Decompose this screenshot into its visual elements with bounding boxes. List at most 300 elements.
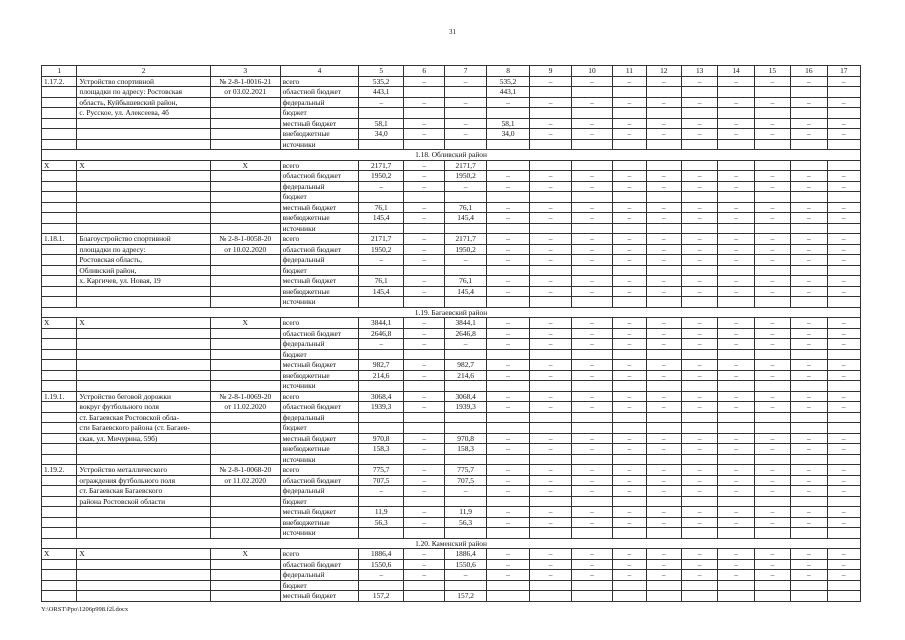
- amount-cell: [613, 223, 646, 234]
- funding-source: областной бюджет: [280, 328, 359, 339]
- amount-cell: [646, 528, 681, 539]
- amount-cell: [403, 528, 444, 539]
- amount-cell: [530, 496, 571, 507]
- amount-cell: [718, 591, 754, 602]
- amount-cell: [646, 87, 681, 98]
- amount-cell: –: [754, 76, 790, 87]
- funding-source: федеральный: [280, 97, 359, 108]
- amount-cell: –: [486, 97, 529, 108]
- document-reference: № 2-8-1-0068-20: [210, 465, 280, 476]
- table-row: [42, 265, 861, 276]
- item-description: ст. Багаевская Багаевского: [77, 486, 210, 497]
- amount-cell: [359, 381, 403, 392]
- table-row: [42, 318, 861, 329]
- amount-cell: –: [827, 433, 860, 444]
- table-row: [42, 286, 861, 297]
- budget-table: [41, 65, 861, 602]
- amount-cell: –: [791, 276, 827, 287]
- amount-cell: [530, 454, 571, 465]
- amount-cell: [359, 496, 403, 507]
- amount-cell: –: [613, 559, 646, 570]
- item-description: [77, 517, 210, 528]
- item-number: [42, 339, 77, 350]
- item-number: 1.19.1.: [42, 391, 77, 402]
- item-description: Благоустройство спортивной: [77, 234, 210, 245]
- amount-cell: –: [530, 234, 571, 245]
- amount-cell: 158,3: [445, 444, 486, 455]
- amount-cell: –: [827, 507, 860, 518]
- table-row: [42, 97, 861, 108]
- amount-cell: –: [754, 202, 790, 213]
- column-number: 10: [571, 66, 612, 77]
- funding-source: внебюджетные: [280, 213, 359, 224]
- amount-cell: –: [754, 339, 790, 350]
- amount-cell: –: [571, 433, 612, 444]
- amount-cell: 443,1: [359, 87, 403, 98]
- amount-cell: [359, 192, 403, 203]
- amount-cell: [445, 412, 486, 423]
- table-row: [42, 370, 861, 381]
- amount-cell: –: [827, 118, 860, 129]
- amount-cell: –: [754, 318, 790, 329]
- amount-cell: [718, 349, 754, 360]
- amount-cell: –: [681, 339, 717, 350]
- amount-cell: –: [646, 118, 681, 129]
- item-number: X: [42, 549, 77, 560]
- document-reference: [210, 213, 280, 224]
- amount-cell: –: [571, 517, 612, 528]
- amount-cell: –: [646, 234, 681, 245]
- column-number: 15: [754, 66, 790, 77]
- amount-cell: –: [646, 286, 681, 297]
- amount-cell: –: [486, 433, 529, 444]
- amount-cell: –: [530, 507, 571, 518]
- amount-cell: [754, 349, 790, 360]
- amount-cell: [445, 496, 486, 507]
- document-reference: [210, 339, 280, 350]
- amount-cell: [359, 139, 403, 150]
- amount-cell: –: [613, 370, 646, 381]
- amount-cell: [754, 223, 790, 234]
- amount-cell: [681, 580, 717, 591]
- amount-cell: –: [718, 549, 754, 560]
- section-title: 1.18. Обливский район: [42, 150, 861, 161]
- amount-cell: –: [791, 507, 827, 518]
- amount-cell: –: [403, 328, 444, 339]
- table-row: [42, 192, 861, 203]
- amount-cell: [613, 412, 646, 423]
- table-row: [42, 486, 861, 497]
- amount-cell: [646, 223, 681, 234]
- amount-cell: –: [403, 570, 444, 581]
- section-title: 1.19. Багаевский район: [42, 307, 861, 318]
- amount-cell: –: [718, 213, 754, 224]
- amount-cell: –: [613, 244, 646, 255]
- amount-cell: [359, 223, 403, 234]
- amount-cell: [403, 297, 444, 308]
- table-row: [42, 433, 861, 444]
- amount-cell: –: [613, 517, 646, 528]
- amount-cell: [571, 496, 612, 507]
- amount-cell: –: [403, 360, 444, 371]
- amount-cell: –: [403, 433, 444, 444]
- amount-cell: –: [681, 370, 717, 381]
- amount-cell: –: [613, 360, 646, 371]
- amount-cell: –: [486, 402, 529, 413]
- amount-cell: [403, 423, 444, 434]
- amount-cell: –: [571, 97, 612, 108]
- amount-cell: –: [530, 444, 571, 455]
- amount-cell: –: [681, 559, 717, 570]
- amount-cell: [613, 591, 646, 602]
- amount-cell: [646, 192, 681, 203]
- funding-source: местный бюджет: [280, 433, 359, 444]
- amount-cell: –: [827, 570, 860, 581]
- amount-cell: –: [827, 286, 860, 297]
- amount-cell: –: [754, 475, 790, 486]
- amount-cell: –: [827, 559, 860, 570]
- amount-cell: [827, 591, 860, 602]
- amount-cell: –: [646, 276, 681, 287]
- funding-source: областной бюджет: [280, 402, 359, 413]
- funding-source: источники: [280, 381, 359, 392]
- amount-cell: 158,3: [359, 444, 403, 455]
- amount-cell: –: [486, 475, 529, 486]
- document-reference: [210, 360, 280, 371]
- amount-cell: –: [718, 433, 754, 444]
- amount-cell: –: [486, 507, 529, 518]
- amount-cell: –: [681, 129, 717, 140]
- funding-source: федеральный: [280, 181, 359, 192]
- table-row: [42, 181, 861, 192]
- amount-cell: –: [646, 402, 681, 413]
- amount-cell: [827, 265, 860, 276]
- item-description: [77, 286, 210, 297]
- amount-cell: [530, 160, 571, 171]
- amount-cell: [827, 297, 860, 308]
- item-number: [42, 265, 77, 276]
- amount-cell: [754, 160, 790, 171]
- column-number: 16: [791, 66, 827, 77]
- amount-cell: 11,9: [445, 507, 486, 518]
- amount-cell: [681, 265, 717, 276]
- amount-cell: –: [486, 213, 529, 224]
- amount-cell: –: [613, 202, 646, 213]
- document-reference: X: [210, 318, 280, 329]
- amount-cell: –: [754, 276, 790, 287]
- section-row: [42, 538, 861, 549]
- amount-cell: –: [827, 486, 860, 497]
- funding-source: бюджет: [280, 496, 359, 507]
- item-description: [77, 580, 210, 591]
- section-row: [42, 150, 861, 161]
- document-reference: от 10.02.2020: [210, 244, 280, 255]
- amount-cell: –: [530, 486, 571, 497]
- item-description: [77, 297, 210, 308]
- funding-source: внебюджетные: [280, 370, 359, 381]
- item-number: [42, 171, 77, 182]
- amount-cell: 157,2: [445, 591, 486, 602]
- funding-source: федеральный: [280, 412, 359, 423]
- item-number: [42, 507, 77, 518]
- amount-cell: –: [827, 402, 860, 413]
- amount-cell: –: [646, 444, 681, 455]
- amount-cell: –: [613, 76, 646, 87]
- amount-cell: [791, 496, 827, 507]
- amount-cell: –: [530, 181, 571, 192]
- amount-cell: –: [530, 171, 571, 182]
- document-reference: [210, 181, 280, 192]
- amount-cell: 775,7: [359, 465, 403, 476]
- amount-cell: 3844,1: [445, 318, 486, 329]
- funding-source: местный бюджет: [280, 591, 359, 602]
- amount-cell: [754, 528, 790, 539]
- amount-cell: –: [827, 517, 860, 528]
- amount-cell: [718, 108, 754, 119]
- amount-cell: [530, 580, 571, 591]
- document-reference: [210, 433, 280, 444]
- amount-cell: [486, 591, 529, 602]
- amount-cell: [571, 87, 612, 98]
- amount-cell: 34,0: [486, 129, 529, 140]
- amount-cell: [613, 87, 646, 98]
- amount-cell: –: [403, 559, 444, 570]
- amount-cell: –: [718, 360, 754, 371]
- document-reference: [210, 412, 280, 423]
- amount-cell: [571, 108, 612, 119]
- document-reference: [210, 255, 280, 266]
- amount-cell: [445, 87, 486, 98]
- amount-cell: [445, 580, 486, 591]
- item-description: [77, 328, 210, 339]
- amount-cell: –: [681, 486, 717, 497]
- amount-cell: –: [754, 234, 790, 245]
- amount-cell: –: [613, 507, 646, 518]
- amount-cell: –: [681, 391, 717, 402]
- amount-cell: [445, 528, 486, 539]
- funding-source: федеральный: [280, 339, 359, 350]
- amount-cell: –: [486, 244, 529, 255]
- amount-cell: [681, 381, 717, 392]
- table-row: [42, 391, 861, 402]
- amount-cell: [791, 223, 827, 234]
- amount-cell: 1939,3: [445, 402, 486, 413]
- amount-cell: [445, 192, 486, 203]
- amount-cell: [646, 349, 681, 360]
- amount-cell: [530, 192, 571, 203]
- amount-cell: –: [613, 339, 646, 350]
- amount-cell: –: [646, 328, 681, 339]
- amount-cell: –: [681, 181, 717, 192]
- amount-cell: [718, 496, 754, 507]
- amount-cell: –: [646, 244, 681, 255]
- amount-cell: –: [718, 465, 754, 476]
- amount-cell: [827, 139, 860, 150]
- amount-cell: [646, 265, 681, 276]
- amount-cell: [571, 423, 612, 434]
- amount-cell: –: [571, 118, 612, 129]
- document-reference: [210, 286, 280, 297]
- amount-cell: –: [530, 559, 571, 570]
- document-reference: [210, 496, 280, 507]
- item-description: [77, 370, 210, 381]
- amount-cell: –: [718, 339, 754, 350]
- amount-cell: 1550,6: [445, 559, 486, 570]
- amount-cell: –: [530, 370, 571, 381]
- table-row: [42, 412, 861, 423]
- amount-cell: –: [791, 202, 827, 213]
- amount-cell: 535,2: [486, 76, 529, 87]
- amount-cell: –: [530, 328, 571, 339]
- amount-cell: –: [827, 339, 860, 350]
- amount-cell: [718, 297, 754, 308]
- amount-cell: –: [754, 391, 790, 402]
- item-number: [42, 580, 77, 591]
- amount-cell: –: [791, 328, 827, 339]
- funding-source: всего: [280, 234, 359, 245]
- amount-cell: –: [613, 213, 646, 224]
- amount-cell: –: [754, 118, 790, 129]
- funding-source: бюджет: [280, 580, 359, 591]
- item-number: 1.18.1.: [42, 234, 77, 245]
- document-reference: [210, 97, 280, 108]
- item-number: [42, 381, 77, 392]
- item-description: ограждения футбольного поля: [77, 475, 210, 486]
- amount-cell: –: [827, 318, 860, 329]
- document-reference: [210, 559, 280, 570]
- amount-cell: –: [827, 234, 860, 245]
- amount-cell: –: [646, 465, 681, 476]
- amount-cell: [613, 423, 646, 434]
- amount-cell: [486, 265, 529, 276]
- amount-cell: 1950,2: [359, 244, 403, 255]
- amount-cell: [827, 580, 860, 591]
- table-body: [42, 66, 861, 602]
- amount-cell: –: [681, 202, 717, 213]
- amount-cell: –: [718, 507, 754, 518]
- table-row: [42, 297, 861, 308]
- funding-source: всего: [280, 465, 359, 476]
- table-row: [42, 381, 861, 392]
- amount-cell: –: [681, 234, 717, 245]
- amount-cell: –: [791, 465, 827, 476]
- item-number: [42, 213, 77, 224]
- amount-cell: –: [530, 76, 571, 87]
- amount-cell: –: [571, 360, 612, 371]
- amount-cell: [791, 454, 827, 465]
- amount-cell: [718, 192, 754, 203]
- document-reference: [210, 591, 280, 602]
- amount-cell: –: [445, 570, 486, 581]
- amount-cell: [445, 381, 486, 392]
- item-description: [77, 139, 210, 150]
- amount-cell: 707,5: [359, 475, 403, 486]
- amount-cell: [718, 423, 754, 434]
- amount-cell: –: [613, 444, 646, 455]
- amount-cell: –: [571, 213, 612, 224]
- amount-cell: [530, 423, 571, 434]
- amount-cell: –: [571, 570, 612, 581]
- amount-cell: –: [646, 171, 681, 182]
- amount-cell: –: [681, 433, 717, 444]
- item-description: [77, 559, 210, 570]
- amount-cell: –: [571, 76, 612, 87]
- table-row: [42, 234, 861, 245]
- amount-cell: –: [681, 76, 717, 87]
- amount-cell: [486, 423, 529, 434]
- amount-cell: –: [530, 213, 571, 224]
- document-reference: № 2-8-1-0069-20: [210, 391, 280, 402]
- item-number: [42, 202, 77, 213]
- amount-cell: –: [791, 286, 827, 297]
- amount-cell: [571, 160, 612, 171]
- amount-cell: –: [571, 444, 612, 455]
- item-number: [42, 444, 77, 455]
- amount-cell: –: [486, 370, 529, 381]
- funding-source: источники: [280, 454, 359, 465]
- amount-cell: –: [718, 244, 754, 255]
- document-reference: [210, 118, 280, 129]
- item-number: [42, 297, 77, 308]
- table-row: [42, 328, 861, 339]
- amount-cell: –: [486, 339, 529, 350]
- amount-cell: –: [530, 129, 571, 140]
- funding-source: областной бюджет: [280, 475, 359, 486]
- table-row: [42, 423, 861, 434]
- item-number: [42, 181, 77, 192]
- amount-cell: [791, 265, 827, 276]
- funding-source: внебюджетные: [280, 444, 359, 455]
- amount-cell: [403, 580, 444, 591]
- amount-cell: –: [613, 118, 646, 129]
- funding-source: всего: [280, 549, 359, 560]
- amount-cell: –: [445, 181, 486, 192]
- table-row: [42, 213, 861, 224]
- amount-cell: [359, 265, 403, 276]
- amount-cell: [613, 297, 646, 308]
- funding-source: источники: [280, 139, 359, 150]
- amount-cell: –: [827, 444, 860, 455]
- amount-cell: –: [646, 570, 681, 581]
- item-number: [42, 223, 77, 234]
- amount-cell: [827, 412, 860, 423]
- item-number: [42, 475, 77, 486]
- item-description: х. Каргичев, ул. Новая, 19: [77, 276, 210, 287]
- amount-cell: –: [445, 255, 486, 266]
- item-number: [42, 244, 77, 255]
- amount-cell: 58,1: [359, 118, 403, 129]
- amount-cell: –: [718, 202, 754, 213]
- amount-cell: 214,6: [445, 370, 486, 381]
- amount-cell: –: [530, 465, 571, 476]
- amount-cell: –: [791, 118, 827, 129]
- amount-cell: [486, 454, 529, 465]
- table-row: [42, 223, 861, 234]
- amount-cell: –: [754, 507, 790, 518]
- document-reference: [210, 108, 280, 119]
- amount-cell: –: [754, 517, 790, 528]
- amount-cell: –: [486, 570, 529, 581]
- amount-cell: –: [571, 234, 612, 245]
- table-row: [42, 444, 861, 455]
- item-description: [77, 192, 210, 203]
- amount-cell: –: [530, 360, 571, 371]
- amount-cell: –: [571, 244, 612, 255]
- column-number: 8: [486, 66, 529, 77]
- item-description: площадки по адресу:: [77, 244, 210, 255]
- item-number: [42, 118, 77, 129]
- amount-cell: [754, 591, 790, 602]
